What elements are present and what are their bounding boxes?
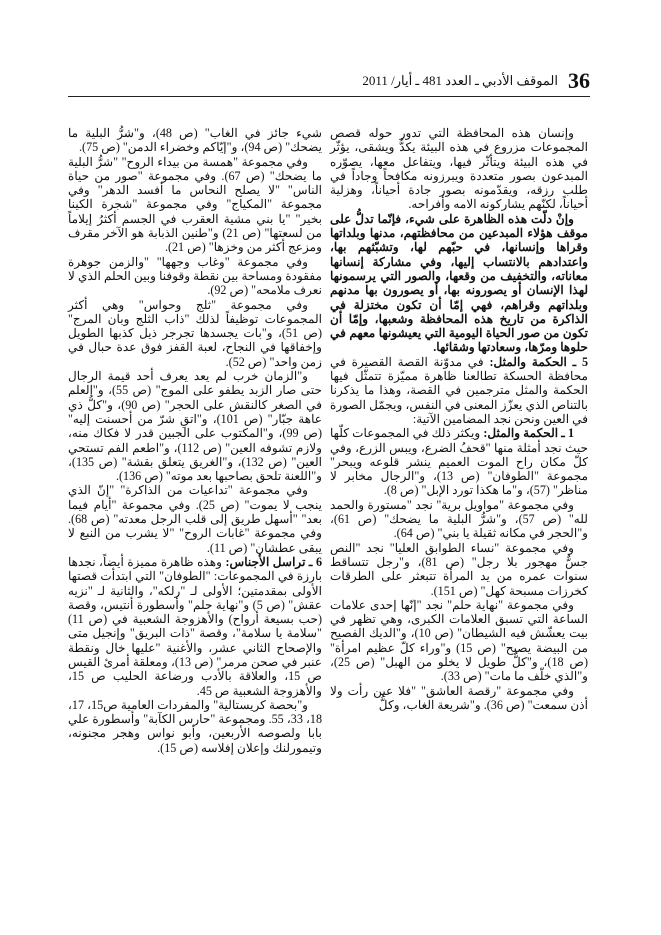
page-number: 36 <box>568 68 590 93</box>
header-rule <box>68 96 590 97</box>
paragraph: وفي مجموعة "همسة من بيداء الروح" "شرُّ البلية ما يضحك" (ص 67). وفي مجموعة "صور من حياة الناس" "لا يصلح النحاس ما أفسد الدهر" وفي مجموعة "المكياج" وفي مجموعة "شجرة الكينا بخير" "يا بني مشية العقرب في الجسم أكثرُ إيلاماً من لسعتها" (ص 21) و"طنين الذبابة هو الآخر مقرف ومزعج أكثر من وخزها" (ص 21). <box>68 154 323 255</box>
section-5 <box>330 355 588 426</box>
subsection-heading: 1 ـ الحكمة والمثل: <box>483 426 574 441</box>
paragraph-bold: وإنْ دلّت هذه الظاهرة على شيء، فإنّما تدلُّ على موقف هؤلاء المبدعين من محافظتهم، مدنها وبلداتها وقراها وإنسانها، في حبّهم لها، وتشبّثهم بها، واعتدادهم بالانتساب إليها، وفي مشاركة إنسانها معاناته، والتخفيف من وقعها، والصور التي يرسمونها لهذا الإنسان أو يصورونه بها، أو يصورون بها مدنهم وبلداتهم وقراهم، فهي إمّا أن تكون مختزلة في الذاكرة من تاريخ هذه المحافظة وشعبها، وإمّا أن تكون من صور الحياة اليومية التي يعيشونها معهم في حلوها ومرّها، وسعادتها وشقائها. <box>330 211 588 355</box>
paragraph: وهذه ظاهرة مميزة أيضاً، نجدها بارزة في المجموعات: "الطوفان" التي ابتدأت قصتها الأولى بمقدمتين؛ الأولى لـ "رلكه"، والثانية لـ "نزيه عقش" (ص 5) و"نهاية حلم" وأسطورة أنتيس، وقصة (حب بسيعة أرواح) والأهزوجة الشعبية في (ص 11) "سلامة يا سلامة"، وقصة "ذات البريق" وإنجيل متى والإصحاح الثاني عشر، والأغنية "عليها خال ونقطة عنبر في صحن مرمر" (ص 13)، ومعلقة أمرئ القيس ص 15، والعلاقة بالأدب ورضاعة الحليب ص 15، والأهزوجة الشعبية ص 45. <box>68 554 323 698</box>
paragraph: وفي مجموعة "تداعيات من الذاكرة" "إنّ الذي ينجب لا يموت" (ص 25). وفي مجموعة "أيام فيما بعد" "أسهل طريق إلى قلب الرجل معدته" (ص 68). وفي مجموعة "غابات الروح" "لا يشرب من النبع لا يبقى عطشان" (ص 11). <box>68 483 322 555</box>
left-column <box>68 126 322 755</box>
paragraph: وفي مجموعة "ثلج وحواس" وهي أكثر المجموعات توظيفاً لذلك "ذاب الثلج وبان المرج" (ص 51)، و"بات يجسدها تجرجر ذيل كذبها الطويل وإخفاقها في النجاح، لعبة القفز فوق عدة حبال في زمن واحد" (ص 52). <box>68 297 322 369</box>
paragraph: وفي مجموعة "نساء الطوابق العليا" نجد "النص جسٌّ مهجور بلا رجل" (ص 81)، و"رجل تتساقط سنوات عمره من يد المرأة تتبعثر على الطرقات كخرزات مسبحة كهل" (ص 151). <box>330 540 588 598</box>
paragraph: وإنسان هذه المحافظة التي تدور حوله قصص المجموعات مزروع في هذه البيئة يكدُّ ويشقى، يؤثّر في هذه البيئة ويتأثّر فيها، ويتفاعل معها، يصوّره المبدعون بصور متعددة ويبرزونه مكافحاً وجاداً في طلب رزقه، ويقدّمونه بصور جادة أحياناً، وهزلية أحياناً، لكنّهم يشاركونه الامه وأفراحه. <box>330 126 588 212</box>
paragraph: وفي مجموعة "رقصة العاشق" "فلا عين رأت ولا أذن سمعت" (ص 36). و"شريعة الغاب، وكلُّ <box>330 683 588 712</box>
paragraph: شيء جائز في الغاب" (ص 48)، و"شرُّ البلية ما يضحك" (ص 94)، و"إيّاكم وخضراء الدمن" (ص 75). <box>68 126 322 155</box>
paragraph: وفي مجموعة "نهاية حلم" نجد "إنّها إحدى علامات الساعة التي تسبق العلامات الكبرى، وهي تظهر في بيت يعشّش فيه الشيطان" (ص 10)، و"الديك الفصيح من البيضة يصيح" (ص 15) و"وراء كلّ عظيم امرأة" (ص 18)، و"كلُّ طويل لا يخلو من الهبل" (ص 25)، و"الذي خلّف ما مات" (ص 33). <box>330 597 589 684</box>
section-heading: 6 ـ تراسل الأجناس: <box>225 554 322 569</box>
section-heading: 5 ـ الحكمة والمثل: <box>489 354 588 369</box>
page-header <box>330 68 590 94</box>
paragraph: في مدوّنة القصة القصيرة في محافظة الحسكة تطالعنا ظاهرة مميّزة تتمثّل فيها الحكمة والمثل مترجمين في القصة، وهذا ما يذكرنا بالتناص الذي يعزّز المعنى في النفس، ويجمّل الصورة في العين ونحن نجد المضامين الآتية: <box>330 354 588 426</box>
paragraph: وفي مجموعة "وغاب وجهها" "والزمن جوهرة مفقودة ومساحة بين نقطة وقوفنا وبين الحلم الذي لا نعرف ملامحه" (ص 92). <box>68 254 322 298</box>
paragraph: و"الزمان خرب لم يعد يعرف أحد قيمة الرجال حتى صار الزبد يطفو على الموج" (ص 55)، و"العلم في الصغر كالنقش على الحجر" (ص 90)، و"كلُّ ذي عاهة جبّار" (ص 101)، و"اتقِ شرّ من أحسنت إليه" (ص 99)، و"المكتوب على الجبين قدر لا فكاك منه، ولازم تشوفه العين" (ص 112)، و"اطعم الفم تستحي العين" (ص 132)، و"الغريق يتعلق بقشة" (ص 135)، و"اللعنة تلحق بصاحبها بعد موته" (ص 136). <box>68 369 322 484</box>
paragraph: و"بحصة كريستالية" والمفردات العامية ص15، 17، 18، 33، 55. ومجموعة "حارس الكآبة" وأسطورة علي بابا ولصوصه الأربعين، وأبو نواس وهجر مجنونه، وتيمورلنك وإعلان إفلاسه (ص 15). <box>68 697 322 755</box>
section-6 <box>68 555 322 698</box>
right-column <box>330 126 588 712</box>
subsection-5-1 <box>330 426 588 497</box>
running-title: الموقف الأدبي ـ العدد 481 ـ أيار/ 2011 <box>362 73 558 88</box>
paragraph: ويكثر ذلك في المجموعات كلّها حيث نجد أمثلة منها "قحفُ الضرع، ويبس الزرع، وفي كلّ مكان راح الموت العميم ينشر قلوعه ويبحر" مجموعة "الطوفان" (ص 13)، و"الرجال مخابر لا مناظر" (57)، و"ما هكذا تورد الإبل" (ص 8). <box>330 426 588 498</box>
paragraph: وفي مجموعة "مواويل برية" نجد "مستورة والحمد لله" (ص 57)، و"شرُّ البلية ما يضحك" (ص 61)، و"الحجر في مكانه ثقيلة يا بني" (ص 64). <box>330 497 588 541</box>
